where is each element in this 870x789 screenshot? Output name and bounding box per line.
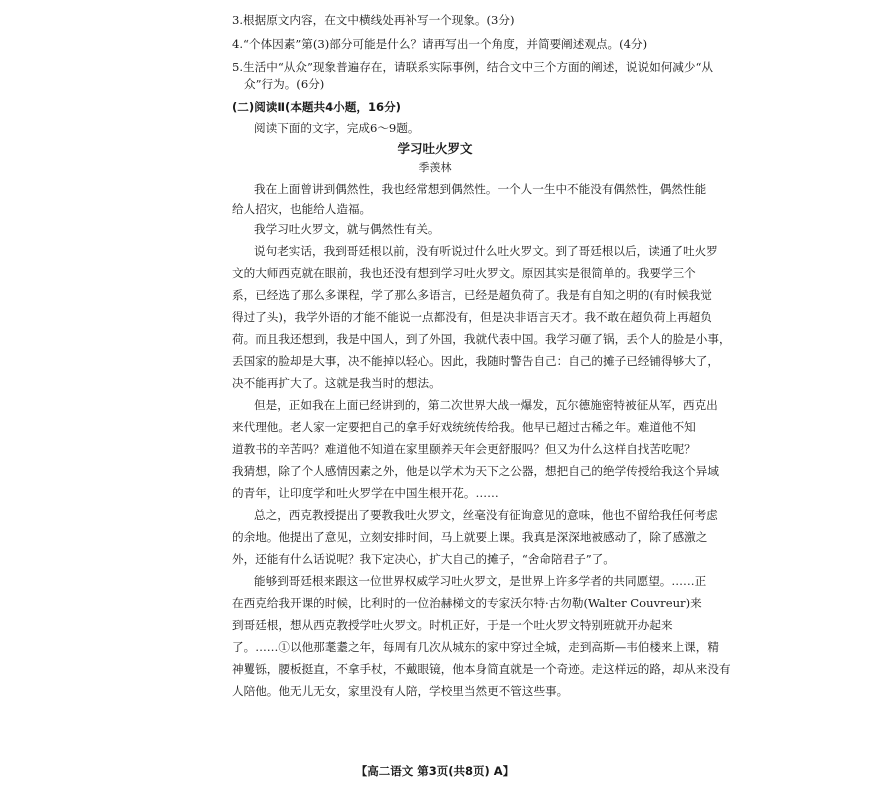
article-line: 来代理他。老人家一定要把自己的拿手好戏统统传给我。他早已超过古稀之年。难道他不知 xyxy=(232,420,696,434)
article-line: 我猜想，除了个人感情因素之外，他是以学术为天下之公器，想把自己的绝学传授给我这个异域 xyxy=(232,464,719,478)
question-4: 4.“个体因素”第(3)部分可能是什么？请再写出一个角度，并简要阐述观点。(4分) xyxy=(232,37,648,51)
instruction: 阅读下面的文字，完成6～9题。 xyxy=(254,121,420,135)
question-3: 3.根据原文内容，在文中横线处再补写一个现象。(3分) xyxy=(232,13,515,27)
article-line: 道教书的辛苦吗？难道他不知道在家里颐养天年会更舒服吗？但又为什么这样自找苦吃呢？ xyxy=(232,442,696,456)
article-line: 说句老实话，我到哥廷根以前，没有听说过什么吐火罗文。到了哥廷根以后，读通了吐火罗 xyxy=(254,244,718,258)
page-footer: 【高二语文 第3页(共8页) A】 xyxy=(355,764,515,778)
article-line: 系，已经选了那么多课程，学了那么多语言，已经是超负荷了。我是有自知之明的(有时候我觉 xyxy=(232,288,712,302)
article-line: 我在上面曾讲到偶然性，我也经常想到偶然性。一个人一生中不能没有偶然性，偶然性能 xyxy=(254,182,707,196)
article-line: 文的大师西克就在眼前，我也还没有想到学习吐火罗文。原因其实是很简单的。我要学三个 xyxy=(232,266,696,280)
article-line: 我学习吐火罗文，就与偶然性有关。 xyxy=(254,222,440,236)
article-line: 丢国家的脸却是大事，决不能掉以轻心。因此，我随时警告自己：自己的摊子已经铺得够大了， xyxy=(232,354,719,368)
article-line: 在西克给我开课的时候，比利时的一位治赫梯文的专家沃尔特·古勿勒(Walter Couvreur)来 xyxy=(232,596,702,610)
article-line: 人陪他。他无儿无女，家里没有人陪，学校里当然更不管这些事。 xyxy=(232,684,569,698)
article-line: 的青年，让印度学和吐火罗学在中国生根开花。…… xyxy=(232,486,499,500)
article-line: 决不能再扩大了。这就是我当时的想法。 xyxy=(232,376,441,390)
article-line: 外，还能有什么话说呢？我下定决心，扩大自己的摊子，“舍命陪君子”了。 xyxy=(232,552,615,566)
article-line: 的余地。他提出了意见，立刻安排时间，马上就要上课。我真是深深地被感动了，除了感激之 xyxy=(232,530,708,544)
article-author: 季羡林 xyxy=(418,161,452,174)
article-line: 神矍铄，腰板挺直，不拿手杖，不戴眼镜，他本身简直就是一个奇迹。走这样远的路，却从来没有 xyxy=(232,662,731,676)
article-line: 但是，正如我在上面已经讲到的，第二次世界大战一爆发，瓦尔德施密特被征从军，西克出 xyxy=(254,398,718,412)
article-line: 到哥廷根，想从西克教授学吐火罗文。时机正好，于是一个吐火罗文特别班就开办起来 xyxy=(232,618,673,632)
article-line: 能够到哥廷根来跟这一位世界权威学习吐火罗文，是世界上许多学者的共同愿望。……正 xyxy=(254,574,707,588)
article-line: 荷。而且我还想到，我是中国人，到了外国，我就代表中国。我学习砸了锅，丢个人的脸是小事， xyxy=(232,332,731,346)
article-line: 给人招灾，也能给人造福。 xyxy=(232,202,372,216)
section-heading: (二)阅读Ⅱ(本题共4小题，16分) xyxy=(232,100,401,114)
article-title: 学习吐火罗文 xyxy=(397,141,473,156)
article-line: 总之，西克教授提出了要教我吐火罗文，丝毫没有征询意见的意味，他也不留给我任何考虑 xyxy=(254,508,718,522)
article-line: 得过了头)，我学外语的才能不能说一点都没有，但是决非语言天才。我不敢在超负荷上再超负 xyxy=(232,310,712,324)
question-5-continued: 众”行为。(6分) xyxy=(244,77,325,91)
article-line: 了。……①以他那耄耋之年，每周有几次从城东的家中穿过全城，走到高斯—韦伯楼来上课，精 xyxy=(232,640,719,654)
question-5: 5.生活中“从众”现象普遍存在，请联系实际事例，结合文中三个方面的阐述，说说如何减少“从 xyxy=(232,60,714,74)
